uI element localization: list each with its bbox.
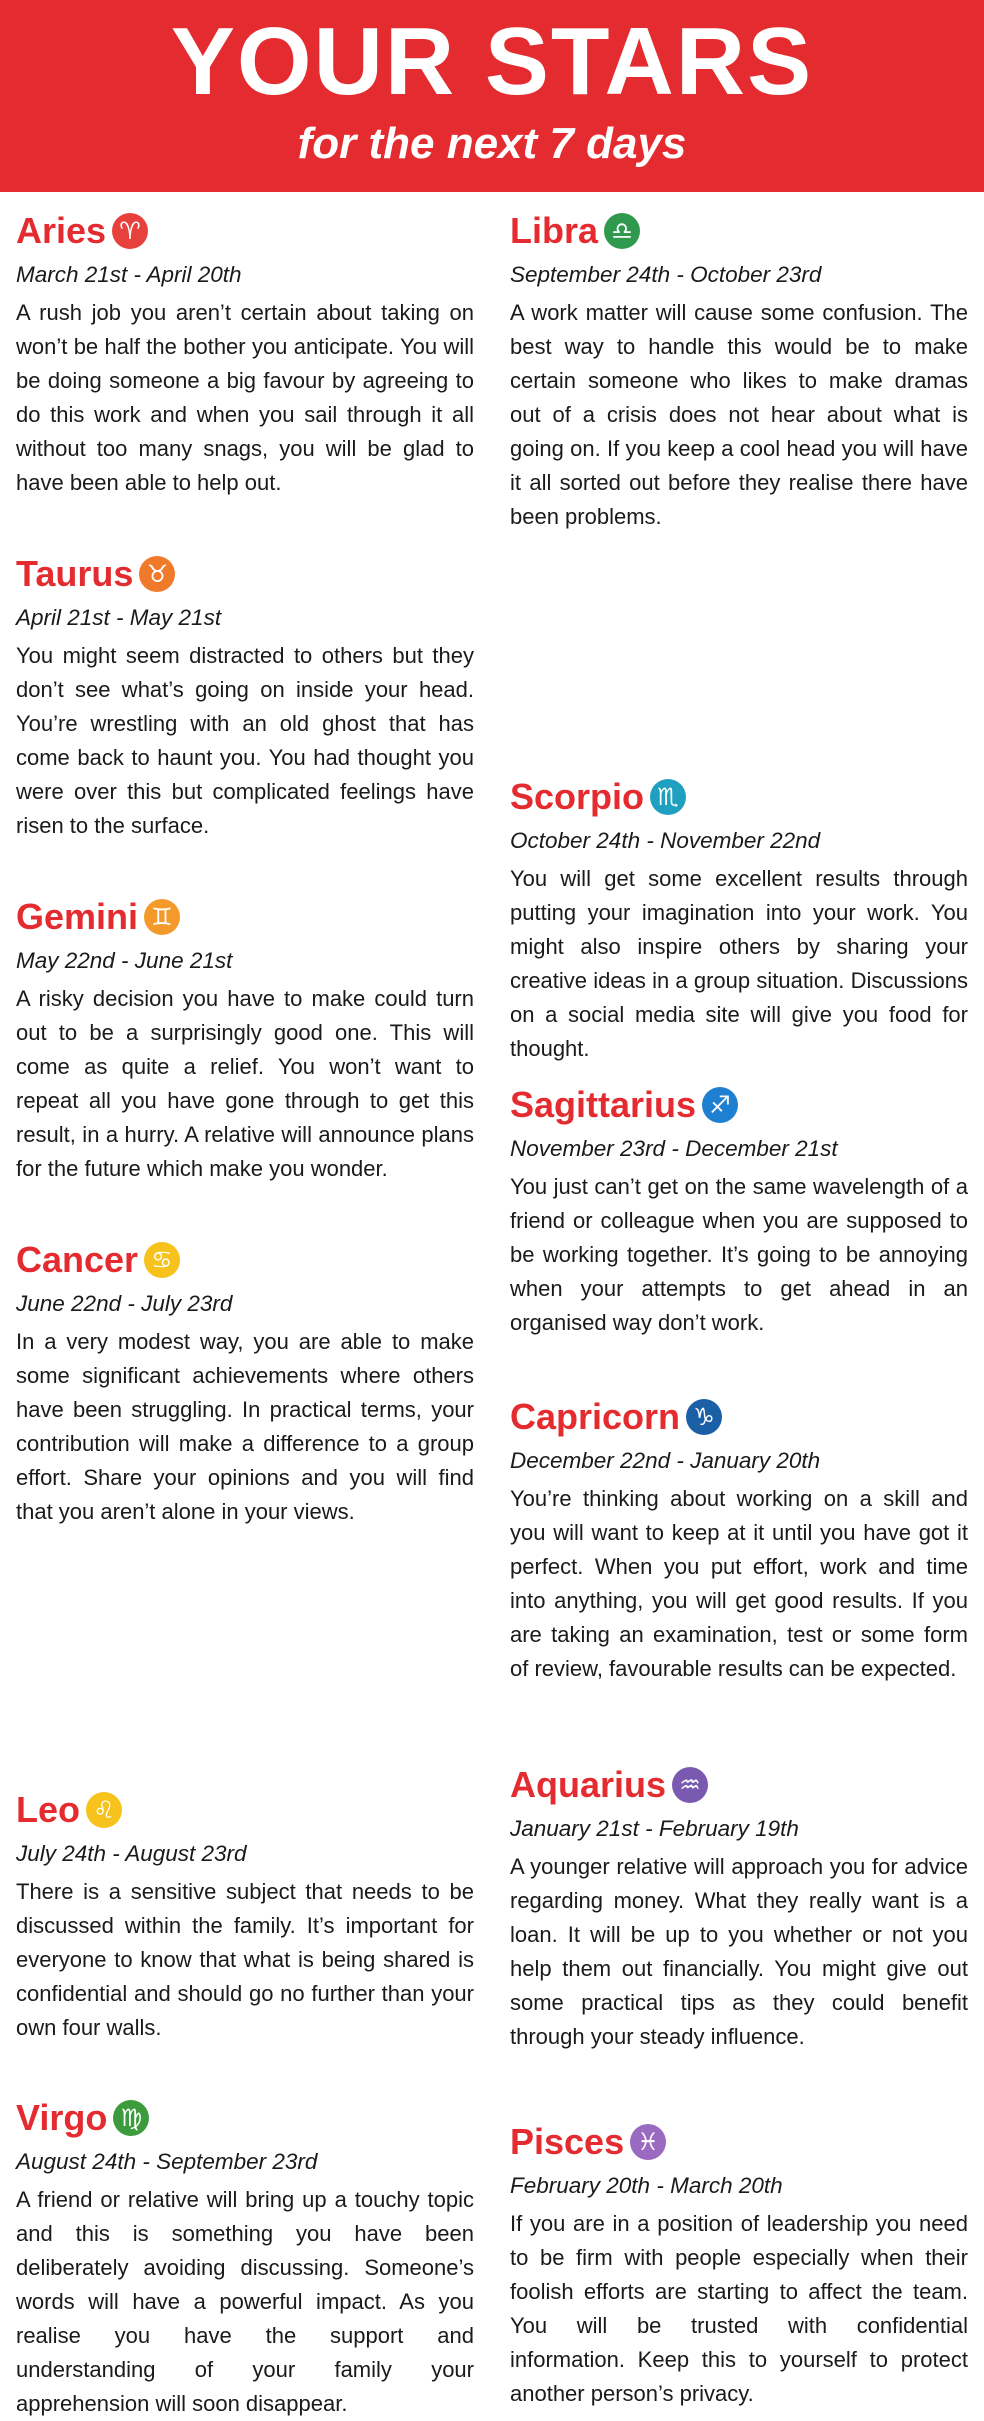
sign-name: Sagittarius <box>510 1084 697 1125</box>
sign-name: Leo <box>16 1789 81 1830</box>
page-header <box>0 0 984 192</box>
sign-forecast: A work matter will cause some confusion. The best way to handle this would be to make certain someone who likes to make dramas out of a crisis does not hear about what is going on. If you keep a cool head you will have it all sorted out before they realise there have been problems. <box>510 300 968 529</box>
sign-dates: December 22nd - January 20th <box>510 1448 821 1473</box>
sign-forecast: A younger relative will approach you for advice regarding money. What they really want is a loan. It will be up to you whether or not you help them out financially. You might give out some practical tips as they could benefit through your steady influence. <box>510 1854 968 2049</box>
sign-forecast: You’re thinking about working on a skill and you will want to keep at it until you have got it perfect. When you put effort, work and time into anything, you will get good results. If you are taking an examination, test or some form of review, favourable results can be expected. <box>510 1486 968 1681</box>
sign-dates: January 21st - February 19th <box>510 1816 799 1841</box>
sign-forecast: A risky decision you have to make could turn out to be a surprisingly good one. This will come as quite a relief. You won’t want to repeat all you have gone through to get this result, in a hurry. A relative will announce plans for the future which make you wonder. <box>16 986 474 1181</box>
sign-name: Pisces <box>510 2121 625 2162</box>
aries-icon: ♈ <box>112 213 148 249</box>
sagittarius-icon: ♐ <box>702 1087 738 1123</box>
capricorn-icon: ♑ <box>686 1399 722 1435</box>
sign-dates: May 22nd - June 21st <box>16 948 233 973</box>
sign-dates: August 24th - September 23rd <box>16 2149 318 2174</box>
sign-name: Taurus <box>16 553 134 594</box>
sign-name: Gemini <box>16 896 139 937</box>
aquarius-icon: ♒ <box>672 1767 708 1803</box>
sign-dates: February 20th - March 20th <box>510 2173 783 2198</box>
pisces-icon: ♓ <box>630 2124 666 2160</box>
gemini-icon: ♊ <box>144 899 180 935</box>
sign-dates: September 24th - October 23rd <box>510 262 822 287</box>
sign-pisces <box>510 2117 968 2411</box>
sign-aries <box>16 206 474 500</box>
sign-name: Capricorn <box>510 1396 681 1437</box>
sign-name: Libra <box>510 210 599 251</box>
libra-icon: ♎ <box>604 213 640 249</box>
sign-leo <box>16 1785 474 2045</box>
sign-aquarius <box>510 1760 968 2054</box>
sign-virgo <box>16 2093 474 2421</box>
sign-dates: June 22nd - July 23rd <box>16 1291 233 1316</box>
sign-forecast: If you are in a position of leadership you need to be firm with people especially when their foolish efforts are starting to affect the team. You will be trusted with confidential information. Keep this to yourself to protect another person’s privacy. <box>510 2211 968 2406</box>
sign-capricorn <box>510 1392 968 1686</box>
sign-dates: July 24th - August 23rd <box>16 1841 247 1866</box>
sign-scorpio <box>510 772 968 1066</box>
sign-forecast: You will get some excellent results through putting your imagination into your work. You might also inspire others by sharing your creative ideas in a group situation. Discussions on a social media site will give you food for thought. <box>510 866 968 1061</box>
cancer-icon: ♋ <box>144 1242 180 1278</box>
sign-taurus <box>16 549 474 843</box>
sign-dates: April 21st - May 21st <box>16 605 222 630</box>
sign-name: Scorpio <box>510 776 645 817</box>
sign-forecast: A friend or relative will bring up a touchy topic and this is something you have been deliberately avoiding discussing. Someone’s words will have a powerful impact. As you realise you have the support and understanding of your family your apprehension will soon disappear. <box>16 2187 474 2416</box>
leo-icon: ♌ <box>86 1792 122 1828</box>
sign-name: Aries <box>16 210 107 251</box>
taurus-icon: ♉ <box>139 556 175 592</box>
page-subtitle: for the next 7 days <box>297 119 687 168</box>
sign-forecast: You might seem distracted to others but they don’t see what’s going on inside your head. You’re wrestling with an old ghost that has come back to haunt you. You had thought you were over this but complicated feelings have risen to the surface. <box>16 643 474 838</box>
sign-gemini <box>16 892 474 1186</box>
virgo-icon: ♍ <box>113 2100 149 2136</box>
sign-cancer <box>16 1235 474 1529</box>
sign-forecast: In a very modest way, you are able to make some significant achievements where others have been struggling. In practical terms, your contribution will make a difference to a group effort. Share your opinions and you will find that you aren’t alone in your views. <box>16 1329 474 1524</box>
sign-sagittarius <box>510 1080 968 1340</box>
sign-forecast: You just can’t get on the same wavelength of a friend or colleague when you are supposed to be working together. It’s going to be annoying when your attempts to get ahead in an organised way don’t work. <box>510 1174 968 1335</box>
sign-name: Virgo <box>16 2097 108 2138</box>
sign-libra <box>510 206 968 534</box>
sign-dates: November 23rd - December 21st <box>510 1136 838 1161</box>
scorpio-icon: ♏ <box>650 779 686 815</box>
sign-dates: October 24th - November 22nd <box>510 828 821 853</box>
sign-forecast: A rush job you aren’t certain about taking on won’t be half the bother you anticipate. You will be doing someone a big favour by agreeing to do this work and when you sail through it all without too many snags, you will be glad to have been able to help out. <box>16 300 474 495</box>
sign-name: Cancer <box>16 1239 139 1280</box>
sign-dates: March 21st - April 20th <box>16 262 242 287</box>
page-title: YOUR STARS <box>170 8 814 115</box>
sign-name: Aquarius <box>510 1764 667 1805</box>
sign-forecast: There is a sensitive subject that needs to be discussed within the family. It’s important for everyone to know that what is being shared is confidential and should go no further than your own four walls. <box>16 1879 474 2040</box>
